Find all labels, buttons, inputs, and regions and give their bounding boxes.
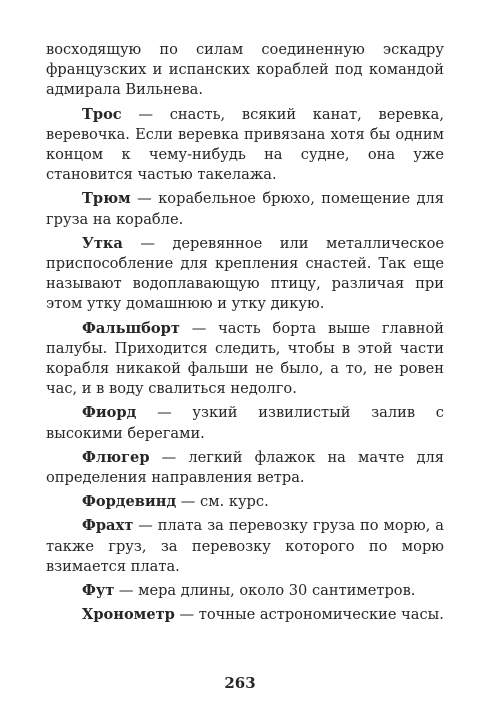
entry-term: Фиорд <box>82 404 137 422</box>
entry-tryum <box>46 189 444 229</box>
entry-term: Фордевинд <box>82 493 177 511</box>
intro-paragraph: восходящую по силам соединенную эскадру французских и испанских кораблей под командой адмирала Вильнева. <box>46 41 444 99</box>
entry-fordevind <box>46 492 444 512</box>
entry-definition: — см. курс. <box>176 493 269 511</box>
page-text <box>46 40 444 625</box>
entry-definition: — деревянное или металлическое приспособление для крепления снастей. Так еще называют водоплавающую птицу, различая при этом утку домашнюю и утку дикую. <box>46 234 444 313</box>
entry-definition: — точные астрономические часы. <box>174 606 444 624</box>
entry-term: Трос <box>82 105 122 123</box>
entry-definition: — узкий извилистый залив с высокими берегами. <box>46 404 444 442</box>
entry-term: Трюм <box>82 190 131 208</box>
entry-term: Фут <box>82 582 115 600</box>
entry-term: Хронометр <box>82 606 175 624</box>
entry-term: Фрахт <box>82 517 134 535</box>
entry-fut <box>46 581 444 601</box>
entry-term: Утка <box>82 234 123 252</box>
entry-definition: — легкий флажок на мачте для определения направления ветра. <box>46 448 444 487</box>
entry-term: Флюгер <box>82 448 150 466</box>
entry-khronometr <box>46 605 444 625</box>
entry-definition: — часть борта выше главной палубы. Приходится следить, чтобы в этой части корабля никакой фальши не было, а то, не ровен час, и в воду свалиться недолго. <box>46 319 444 398</box>
page-number: 263 <box>224 674 256 692</box>
entry-definition: — плата за перевозку груза по морю, а также груз, за перевозку которого по морю взимается плата. <box>46 517 444 575</box>
entry-flyuger <box>46 448 444 488</box>
entry-term: Фальшборт <box>82 319 180 337</box>
entry-tros <box>46 105 444 186</box>
entry-frakht <box>46 516 444 577</box>
entry-definition: — снасть, всякий канат, веревка, веревочка. Если веревка привязана хотя бы одним концом к чему-нибудь на судне, она уже становится частью такелажа. <box>46 105 444 184</box>
entry-utka <box>46 234 444 315</box>
entry-falshbort <box>46 319 444 400</box>
entry-fiord <box>46 403 444 443</box>
entry-definition: — корабельное брюхо, помещение для груза на корабле. <box>46 190 444 228</box>
entry-definition: — мера длины, около 30 сантиметров. <box>114 582 416 600</box>
